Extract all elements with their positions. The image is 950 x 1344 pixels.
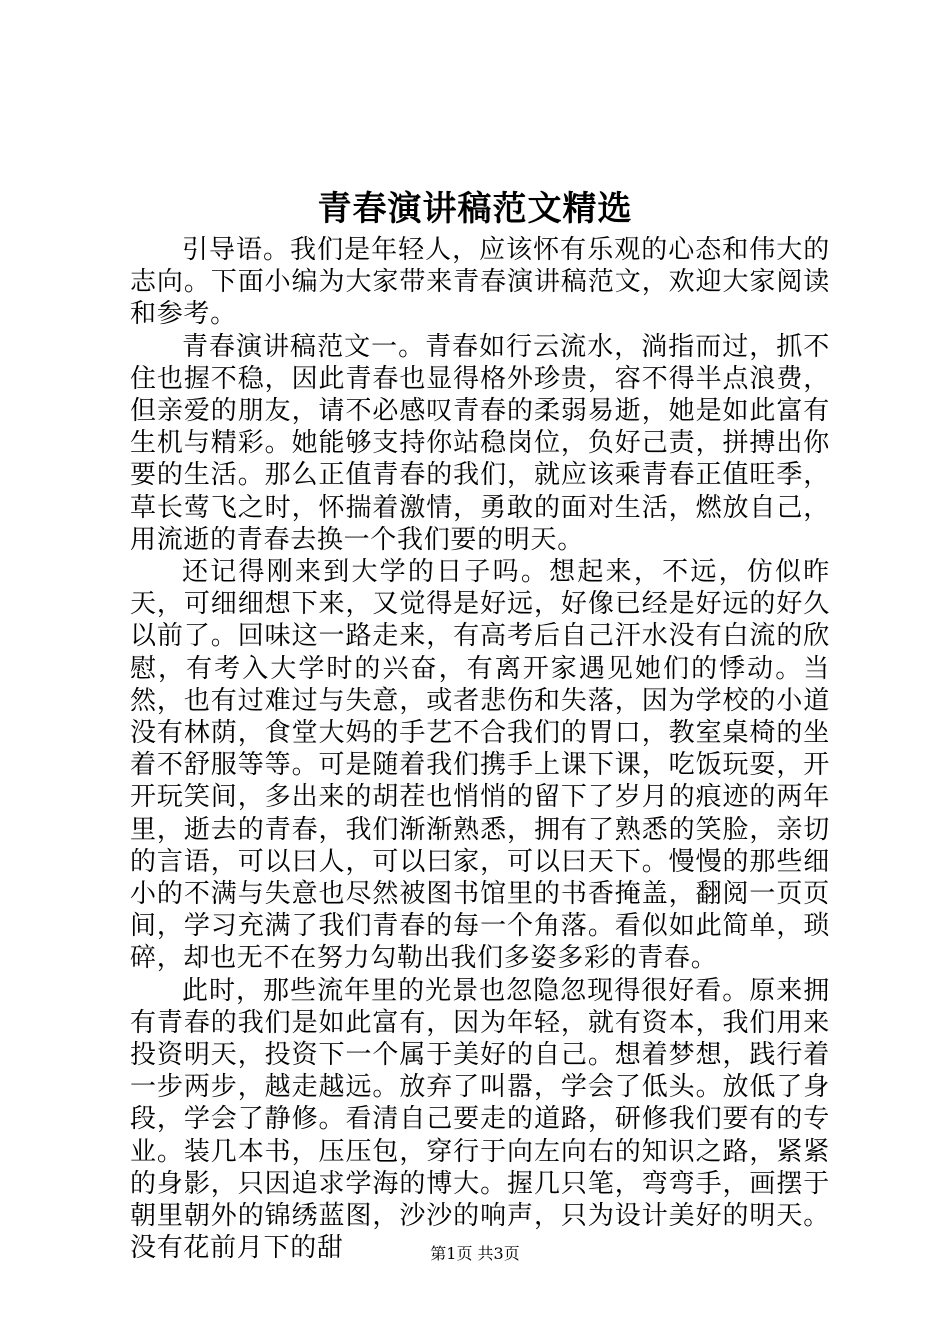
paragraph-speech-one: 青春演讲稿范文一。青春如行云流水，淌指而过，抓不住也握不稳，因此青春也显得格外珍贵，容不得半点浪费，但亲爱的朋友，请不必感叹青春的柔弱易逝，她是如此富有生机与精彩。她能够支持你站稳岗位，负好己责，拼搏出你要的生活。那么正值青春的我们，就应该乘青春正值旺季，草长莺飞之时，怀揣着激情，勇敢的面对生活，燃放自己，用流逝的青春去换一个我们要的明天。	[130, 331, 830, 555]
paragraph-university-memories: 还记得刚来到大学的日子吗。想起来，不远，仿似昨天，可细细想下来，又觉得是好远，好像已经是好远的好久以前了。回味这一路走来，有高考后自己汗水没有白流的欣慰，有考入大学时的兴奋，有离开家遇见她们的悸动。当然，也有过难过与失意，或者悲伤和失落，因为学校的小道没有林荫，食堂大妈的手艺不合我们的胃口，教室桌椅的坐着不舒服等等。可是随着我们携手上课下课，吃饭玩耍，开开玩笑间，多出来的胡茬也悄悄的留下了岁月的痕迹的两年里，逝去的青春，我们渐渐熟悉，拥有了熟悉的笑脸，亲切的言语，可以曰人，可以曰家，可以曰天下。慢慢的那些细小的不满与失意也尽然被图书馆里的书香掩盖，翻阅一页页间，学习充满了我们青春的每一个角落。看似如此简单，琐碎，却也无不在努力勾勒出我们多姿多彩的青春。	[130, 557, 830, 974]
paragraph-intro: 引导语。我们是年轻人，应该怀有乐观的心态和伟大的志向。下面小编为大家带来青春演讲稿范文，欢迎大家阅读和参考。	[130, 235, 830, 330]
paragraph-youth-investment: 此时，那些流年里的光景也忽隐忽现得很好看。原来拥有青春的我们是如此富有，因为年轻，就有资本，我们用来投资明天，投资下一个属于美好的自己。想着梦想，践行着一步两步，越走越远。放弃了叫嚣，学会了低头。放低了身段，学会了静修。看清自己要走的道路，研修我们要有的专业。装几本书，压压包，穿行于向左向右的知识之路，紧紧的身影，只因追求学海的博大。握几只笔，弯弯手，画摆于朝里朝外的锦绣蓝图，沙沙的响声，只为设计美好的明天。没有花前月下的甜	[130, 975, 830, 1264]
document-body	[130, 234, 830, 1265]
document-title: 青春演讲稿范文精选	[317, 189, 633, 229]
page-footer: 第1页 共3页	[430, 1244, 520, 1263]
